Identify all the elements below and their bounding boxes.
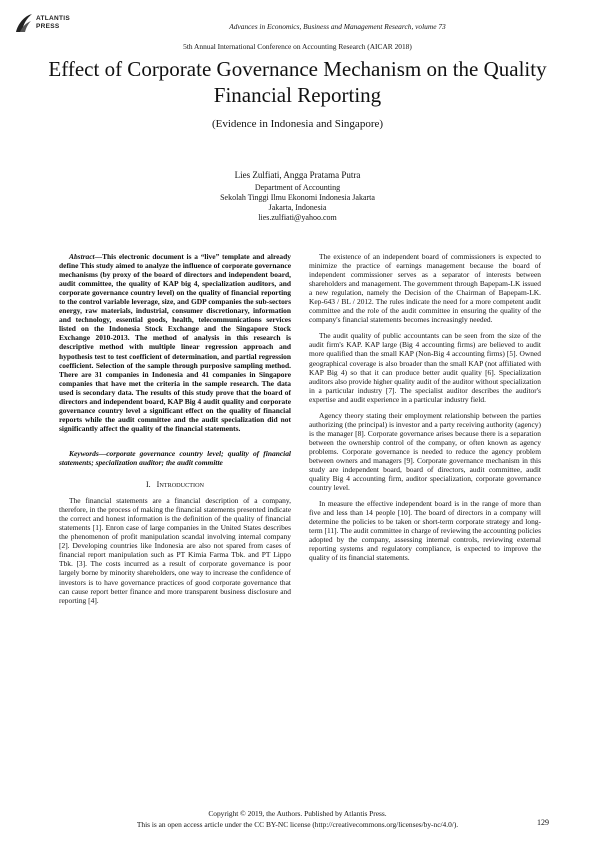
body-paragraph: In measure the effective independent board is in the range of more than five and less than 14 people [10]. The board of directors in a company will determine the policies to be taken or short-term corporate strategy and long-term [11]. The audit committee in charge of reviewing the accounting policies adopted by the company, assessing internal controls, reviewing external reporting systems and regulatory compliance, is expected to improve the quality of its financial statements. <box>309 499 541 563</box>
abstract-text: —This electronic document is a “live” template and already define This study aimed to analyze the influence of corporate governance mechanisms (by proxy of the board of directors and independent board, audit committee, the quality of KAP big 4, specialization auditors, and corporate governance country level) on the quality of financial reporting to the control variable leverage, size, and GDP companies the sub-sectors energy, raw materials, industrial, consumer discretionary, information and technology, essential goods, health, telecommunications services listed on the Indonesia Stock Exchange and the Singapore Stock Exchange 2010-2013. The method of analysis in this research is descriptive method with multiple linear regression approach and hypothesis test to test coefficient of determination, and partial regression coefficient. Selection of the sample through purposive sampling method. There are 31 companies in Indonesia and 41 companies in Singapore companies that have met the criteria in the sample research. The data used is secondary data. The results of this study prove that the board of directors and independent board, KAP Big 4 audit quality and corporate governance country level a significant effect on the quality of financial reports while the audit committee and the audit specialization did not significantly affect the quality of the financial statements. <box>59 252 291 433</box>
paper-authors: Lies Zulfiati, Angga Pratama Putra <box>234 170 361 180</box>
paper-title: Effect of Corporate Governance Mechanism on the Quality Financial Reporting <box>48 57 547 107</box>
conference-header: 5th Annual International Conference on Accounting Research (AICAR 2018) <box>183 42 412 51</box>
paper-subtitle: (Evidence in Indonesia and Singapore) <box>211 118 384 130</box>
footer-copyright: Copyright © 2019, the Authors. Published by Atlantis Press. <box>208 809 387 818</box>
body-paragraph: Agency theory stating their employment relationship between the parties authorizing (the principal) is investor and a party receiving authority (agency) is the manager [8]. Corporate governance arises because there is a separation between the ownership control of the company, or often known as agency problems. Corporate governance is needed to reduce the agency problem between owners and managers [9]. Corporate governance mechanism in this study are independent board, board of directors, audit committee, audit quality Big 4 accounting firm, auditor specialization, corporate governance country level. <box>309 410 541 493</box>
section-title-rest: NTRODUCTION <box>159 482 205 490</box>
keywords: Keywords—corporate governance country level; quality of financial statements; specialization auditor; the audit committe <box>59 448 291 467</box>
affiliation-department: Department of Accounting <box>254 183 341 192</box>
affiliation-city: Jakarta, Indonesia <box>268 203 327 212</box>
journal-header: Advances in Economics, Business and Management Research, volume 73 <box>229 22 446 31</box>
logo-line-2: PRESS <box>36 23 60 30</box>
atlantis-logo-icon <box>14 12 34 34</box>
abstract <box>59 252 291 433</box>
logo-line-1: ATLANTIS <box>36 15 71 22</box>
section-number: I. <box>145 480 151 490</box>
abstract-label: Abstract <box>69 252 95 261</box>
affiliation-institution: Sekolah Tinggi Ilmu Ekonomi Indonesia Jakarta <box>220 193 375 202</box>
page-number: 129 <box>537 818 549 827</box>
footer-license[interactable]: This is an open access article under the CC BY-NC license (http://creativecommons.org/licenses/by-nc/4.0/). <box>136 820 459 829</box>
author-affiliation <box>0 183 595 223</box>
body-paragraph: The existence of an independent board of commissioners is expected to minimize the practice of earnings management because the board of independent commissioner serves as a separator of interests between shareholders and management. The government through Bapepam-LK issued a new regulation, namely the Decision of the Chairman of Bapepam-LK. Kep-643 / BL / 2012. The rules indicate the need for a more competent audit committee and the role of the audit committee in ensuring the quality of the company's financial statements becomes increasingly needed. <box>309 252 541 325</box>
section-title-initial: I <box>156 480 160 490</box>
intro-paragraph: The financial statements are a financial description of a company, therefore, in the process of making the financial statements presented indicate the correct and honest information is the definition of the quality of financial statements [1]. Enron case of large companies in the United States describes the phenomenon of profit manipulation scandal involving internal company [2]. Developing countries like Indonesia are also not spared from cases of financial report manipulation such as PT Kimia Farma Tbk. and PT Lippo Tbk. [3]. The costs incurred as a result of corporate governance is poor largely borne by minority shareholders, one way to increase the confidence of investors is to have governance practices of good corporate governance that can cause report better finance and more transparent business disclosure and reporting [4]. <box>59 496 291 605</box>
author-email[interactable]: lies.zulfiati@yahoo.com <box>258 213 337 222</box>
body-paragraph: The audit quality of public accountants can be seen from the size of the audit firm's KAP. KAP large (Big 4 accounting firms) are believed to audit more qualified than the small KAP (Non-Big 4 accounting firms) [5]. Owned geographical coverage is also broader than the small KAP (not affiliated with KAP Big 4) so that it can produce better audit quality [6]. Specialization auditors also provide higher quality audit of the auditor without specialization in a particular industry [7]. The specialist auditor describes the auditor's expertise and audit experience in a particular industry field. <box>309 331 541 404</box>
left-column <box>59 252 291 605</box>
section-heading-introduction <box>59 480 291 490</box>
right-column <box>309 252 541 563</box>
